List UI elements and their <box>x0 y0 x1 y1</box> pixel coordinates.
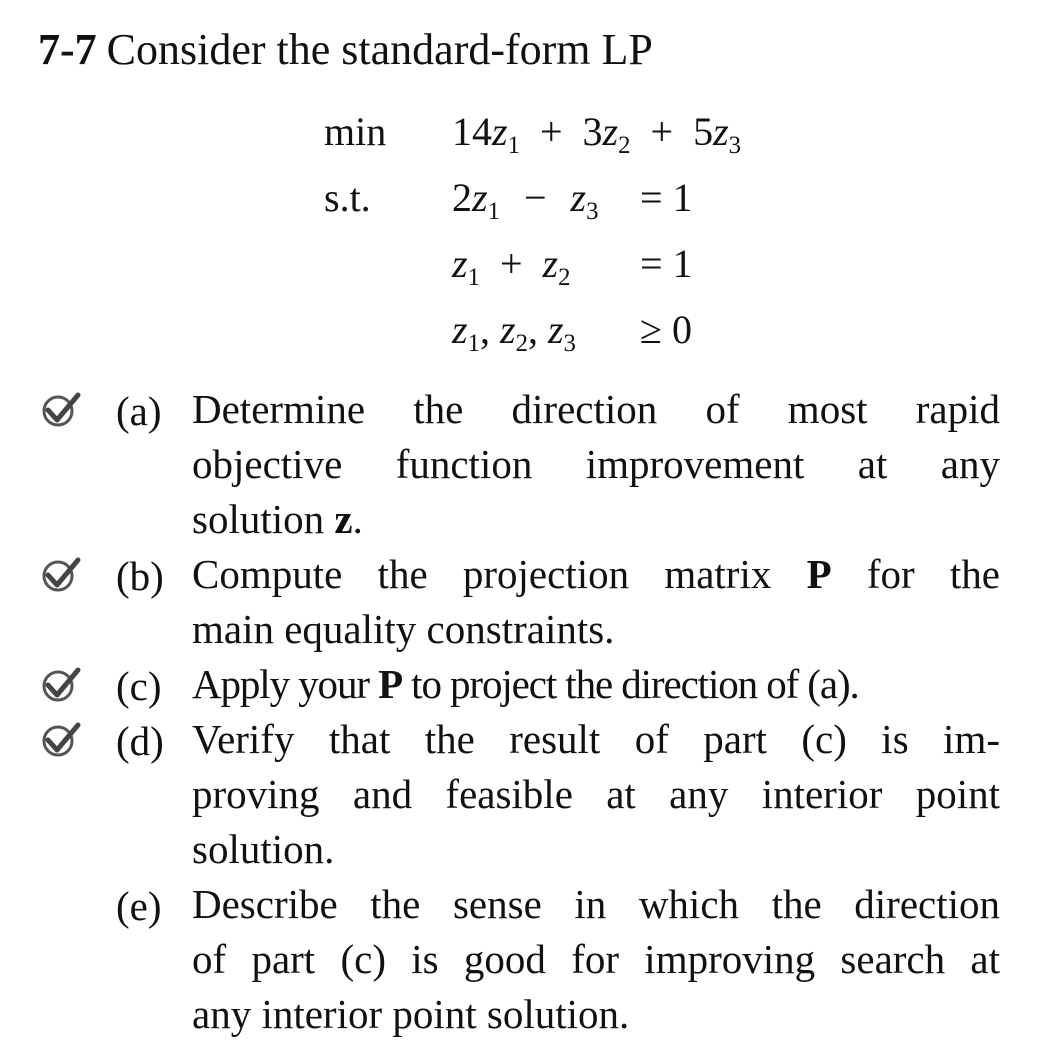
part-b-line-1-post: for the <box>866 551 1000 597</box>
part-d-line-1: Verify that the result of part (c) is im- <box>192 716 1000 762</box>
st-label: s.t. <box>324 175 371 220</box>
part-b-text <box>192 547 1000 657</box>
problem-parts <box>0 382 1052 1042</box>
part-a-label: (a) <box>116 388 162 434</box>
part-c-label: (c) <box>116 663 162 709</box>
part-a-text <box>192 382 1000 547</box>
part-a <box>0 382 1052 547</box>
part-b-line-1-pre: Compute the projection matrix <box>192 551 772 597</box>
checkmark-icon <box>40 390 82 430</box>
nonnegativity-rhs: ≥ 0 <box>640 307 692 352</box>
part-c-matrix-p: P <box>378 661 403 707</box>
part-a-line-3: solution <box>192 496 325 542</box>
part-e-label: (e) <box>116 883 162 929</box>
part-d-line-3: solution. <box>192 826 335 872</box>
part-a-vector-z: z <box>334 496 353 542</box>
part-e-line-2: of part (c) is good for improving search at <box>192 936 1000 982</box>
part-d <box>0 712 1052 877</box>
part-e-text <box>192 877 1000 1042</box>
part-c <box>0 657 1052 712</box>
part-a-period: . <box>352 496 363 542</box>
nonnegativity-rhs-value: 0 <box>671 307 692 352</box>
min-label: min <box>324 109 387 154</box>
objective-coef-2: 3 <box>582 109 603 154</box>
part-d-text <box>192 712 1000 877</box>
part-b <box>0 547 1052 657</box>
part-c-pre: Apply your <box>192 661 369 707</box>
objective-coef-1: 14 <box>452 109 492 154</box>
constraint-1-coef: 2 <box>452 175 472 220</box>
problem-number: 7-7 <box>38 25 97 74</box>
part-b-label: (b) <box>116 553 164 599</box>
part-e-line-3: any interior point solution. <box>192 991 630 1037</box>
part-d-label: (d) <box>116 718 164 764</box>
nonnegativity-lhs: $z_1$, $z_2$, $z_3$ <box>452 307 576 357</box>
part-e-line-1: Describe the sense in which the direction <box>192 881 1000 927</box>
checkmark-icon <box>40 665 82 705</box>
part-e <box>0 877 1052 1042</box>
constraint-2-rhs-value: 1 <box>672 241 693 286</box>
objective-coef-3: 5 <box>693 109 714 154</box>
lp-formulation <box>0 0 1052 370</box>
part-b-line-2: main equality constraints. <box>192 606 615 652</box>
constraint-2-rhs: = 1 <box>640 241 693 286</box>
objective-function: $14z_1 + 3z_2 + 5z_3$ <box>452 109 742 159</box>
part-c-post: to project the direction of (a). <box>411 661 859 707</box>
constraint-1-rhs: = 1 <box>640 175 693 220</box>
part-b-matrix-p: P <box>806 551 832 597</box>
problem-statement: Consider the standard-form LP <box>106 25 653 74</box>
checkmark-icon <box>40 555 82 595</box>
part-a-line-1: Determine the direction of most rapid <box>192 386 1000 432</box>
constraint-2-lhs: $z_1 + z_2$ <box>452 241 571 291</box>
checkmark-icon <box>40 720 82 760</box>
part-c-text <box>192 657 1000 712</box>
constraint-1-lhs: $2z_1 - z_3$ <box>452 175 599 225</box>
part-d-line-2: proving and feasible at any interior point <box>192 771 1000 817</box>
constraint-1-rhs-value: 1 <box>672 175 693 220</box>
part-a-line-2: objective function improvement at any <box>192 441 1000 487</box>
